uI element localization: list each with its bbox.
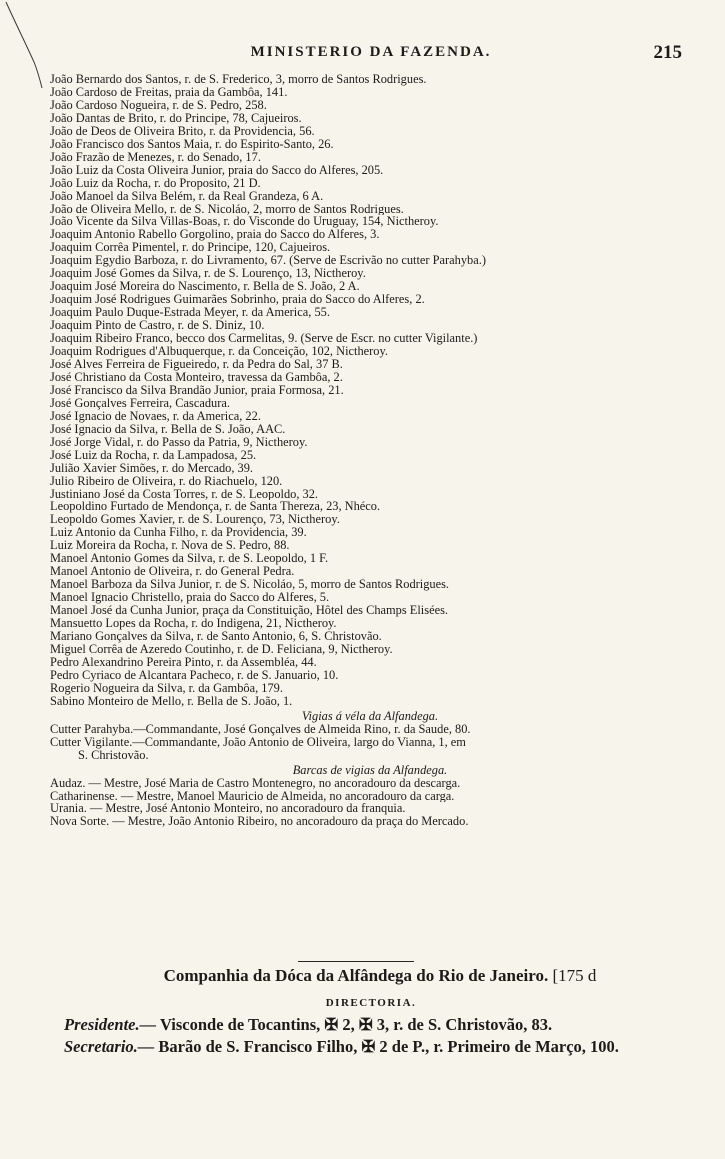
barcas-line: Catharinense. — Mestre, Manoel Mauricio de Almeida, no ancoradouro da carga. xyxy=(50,789,455,803)
barcas-line: Nova Sorte. — Mestre, João Antonio Ribeiro, no ancoradouro da praça do Mercado. xyxy=(50,815,469,829)
list-item: José Alves Ferreira de Figueiredo, r. da Pedra do Sal, 37 B. xyxy=(50,357,343,371)
list-item: João de Deos de Oliveira Brito, r. da Providencia, 56. xyxy=(50,124,315,138)
list-item: Joaquim José Gomes da Silva, r. de S. Lourenço, 13, Nictheroy. xyxy=(50,267,366,281)
list-item: João Manoel da Silva Belém, r. da Real Grandeza, 6 A. xyxy=(50,189,324,203)
barcas-line: Urania. — Mestre, José Antonio Monteiro, no ancoradouro da franquia. xyxy=(50,802,406,816)
secretario-text: Barão de S. Francisco Filho, ✠ 2 de P., r. Primeiro de Março, 100. xyxy=(158,1037,619,1056)
company-note: [175 d xyxy=(552,966,597,985)
list-item: Joaquim Egydio Barboza, r. do Livramento, 67. (Serve de Escrivão no cutter Parahyba.) xyxy=(50,254,486,268)
list-item: Mariano Gonçalves da Silva, r. de Santo Antonio, 6, S. Christovão. xyxy=(50,629,382,643)
list-item: João de Oliveira Mello, r. de S. Nicoláo, 2, morro de Santos Rodrigues. xyxy=(50,202,404,216)
list-item: José Ignacio de Novaes, r. da America, 22. xyxy=(50,409,261,423)
list-item: José Gonçalves Ferreira, Cascadura. xyxy=(50,396,230,410)
list-item: Manoel Antonio de Oliveira, r. do General Pedra. xyxy=(50,565,295,579)
list-item: José Luiz da Rocha, r. da Lampadosa, 25. xyxy=(50,448,257,462)
list-item: João Vicente da Silva Villas-Boas, r. do Visconde do Uruguay, 154, Nictheroy. xyxy=(50,215,439,229)
list-item: Julião Xavier Simões, r. do Mercado, 39. xyxy=(50,461,254,475)
list-item: Rogerio Nogueira da Silva, r. da Gambôa, 179. xyxy=(50,681,283,695)
page-header xyxy=(60,44,682,64)
list-item: Joaquim Ribeiro Franco, becco dos Carmelitas, 9. (Serve de Escr. no cutter Vigilante.) xyxy=(50,332,478,346)
barcas-heading: Barcas de vigias da Alfandega. xyxy=(292,762,448,777)
vigias-heading: Vigias á véla da Alfandega. xyxy=(301,708,439,723)
list-item: Leopoldo Gomes Xavier, r. de S. Lourenço, 73, Nictheroy. xyxy=(50,513,340,527)
list-item: João Frazão de Menezes, r. do Senado, 17. xyxy=(50,150,261,164)
list-item: Joaquim Paulo Duque-Estrada Meyer, r. da America, 55. xyxy=(50,306,330,320)
list-item: João Luiz da Rocha, r. do Proposito, 21 D. xyxy=(50,176,261,190)
list-item: João Dantas de Brito, r. do Principe, 78, Cajueiros. xyxy=(50,111,302,125)
list-item: Luiz Antonio da Cunha Filho, r. da Providencia, 39. xyxy=(50,526,307,540)
list-item: Joaquim Pinto de Castro, r. de S. Diniz, 10. xyxy=(50,319,265,333)
running-title: MINISTERIO DA FAZENDA. xyxy=(250,44,492,60)
personnel-list xyxy=(50,73,690,828)
page-number: 215 xyxy=(653,42,682,63)
list-item: Joaquim Corrêa Pimentel, r. do Principe, 120, Cajueiros. xyxy=(50,241,331,255)
company-heading xyxy=(60,966,700,986)
list-item: Manoel Ignacio Christello, praia do Sacco do Alferes, 5. xyxy=(50,591,330,605)
presidente-text: Visconde de Tocantins, ✠ 2, ✠ 3, r. de S. Christovão, 83. xyxy=(159,1015,553,1034)
list-item: Manoel Antonio Gomes da Silva, r. de S. Leopoldo, 1 F. xyxy=(50,552,329,566)
list-item: José Ignacio da Silva, r. Bella de S. João, AAC. xyxy=(50,422,286,436)
list-item: José Jorge Vidal, r. do Passo da Patria, 9, Nictheroy. xyxy=(50,435,308,449)
vigias-line: Cutter Vigilante.—Commandante, João Antonio de Oliveira, largo do Vianna, 1, em xyxy=(50,735,466,749)
list-item: Joaquim Antonio Rabello Gorgolino, praia do Sacco do Alferes, 3. xyxy=(50,228,380,242)
list-item: Pedro Alexandrino Pereira Pinto, r. da Assembléa, 44. xyxy=(50,655,317,669)
directoria-heading: DIRECTORIA. xyxy=(325,997,417,1009)
list-item: Miguel Corrêa de Azeredo Coutinho, r. de D. Feliciana, 9, Nictheroy. xyxy=(50,642,393,656)
list-item: Leopoldino Furtado de Mendonça, r. de Santa Thereza, 23, Nhéco. xyxy=(50,500,381,514)
list-item: Joaquim José Rodrigues Guimarães Sobrinho, praia do Sacco do Alferes, 2. xyxy=(50,293,425,307)
barcas-line: Audaz. — Mestre, José Maria de Castro Montenegro, no ancoradouro da descarga. xyxy=(50,776,461,790)
list-item: Julio Ribeiro de Oliveira, r. do Riachuelo, 120. xyxy=(50,474,283,488)
secretario-line xyxy=(64,1037,694,1057)
list-item: Luiz Moreira da Rocha, r. Nova de S. Pedro, 88. xyxy=(50,539,290,553)
presidente-line xyxy=(64,1015,694,1035)
list-item: Joaquim Rodrigues d'Albuquerque, r. da Conceição, 102, Nictheroy. xyxy=(50,345,388,358)
secretario-role: Secretario.— xyxy=(64,1037,155,1056)
list-item: Manoel José da Cunha Junior, praça da Constituição, Hôtel des Champs Elisées. xyxy=(50,604,448,618)
vigias-line: S. Christovão. xyxy=(78,748,149,762)
list-item: João Bernardo dos Santos, r. de S. Frederico, 3, morro de Santos Rodrigues. xyxy=(50,73,427,86)
list-item: João Francisco dos Santos Maia, r. do Espirito-Santo, 26. xyxy=(50,137,334,151)
section-divider xyxy=(298,961,414,962)
list-item: Mansuetto Lopes da Rocha, r. do Indigena, 21, Nictheroy. xyxy=(50,617,337,630)
list-item: Sabino Monteiro de Mello, r. Bella de S. João, 1. xyxy=(50,694,293,708)
list-item: Manoel Barboza da Silva Junior, r. de S. Nicoláo, 5, morro de Santos Rodrigues. xyxy=(50,578,450,592)
list-item: João Cardoso de Freitas, praia da Gambôa, 141. xyxy=(50,85,288,99)
list-item: José Francisco da Silva Brandão Junior, praia Formosa, 21. xyxy=(50,383,344,397)
list-item: Justiniano José da Costa Torres, r. de S. Leopoldo, 32. xyxy=(50,487,319,501)
list-item: Pedro Cyriaco de Alcantara Pacheco, r. de S. Januario, 10. xyxy=(50,668,339,682)
company-name: Companhia da Dóca da Alfândega do Rio de Janeiro. xyxy=(163,966,549,985)
list-item: João Cardoso Nogueira, r. de S. Pedro, 258. xyxy=(50,98,267,112)
entries-container xyxy=(50,73,690,708)
list-item: José Christiano da Costa Monteiro, travessa da Gambôa, 2. xyxy=(50,370,343,384)
vigias-line: Cutter Parahyba.—Commandante, José Gonçalves de Almeida Rino, r. da Saude, 80. xyxy=(50,722,471,736)
list-item: Joaquim José Moreira do Nascimento, r. Bella de S. João, 2 A. xyxy=(50,280,360,294)
presidente-role: Presidente.— xyxy=(64,1015,157,1034)
list-item: João Luiz da Costa Oliveira Junior, praia do Sacco do Alferes, 205. xyxy=(50,163,384,177)
